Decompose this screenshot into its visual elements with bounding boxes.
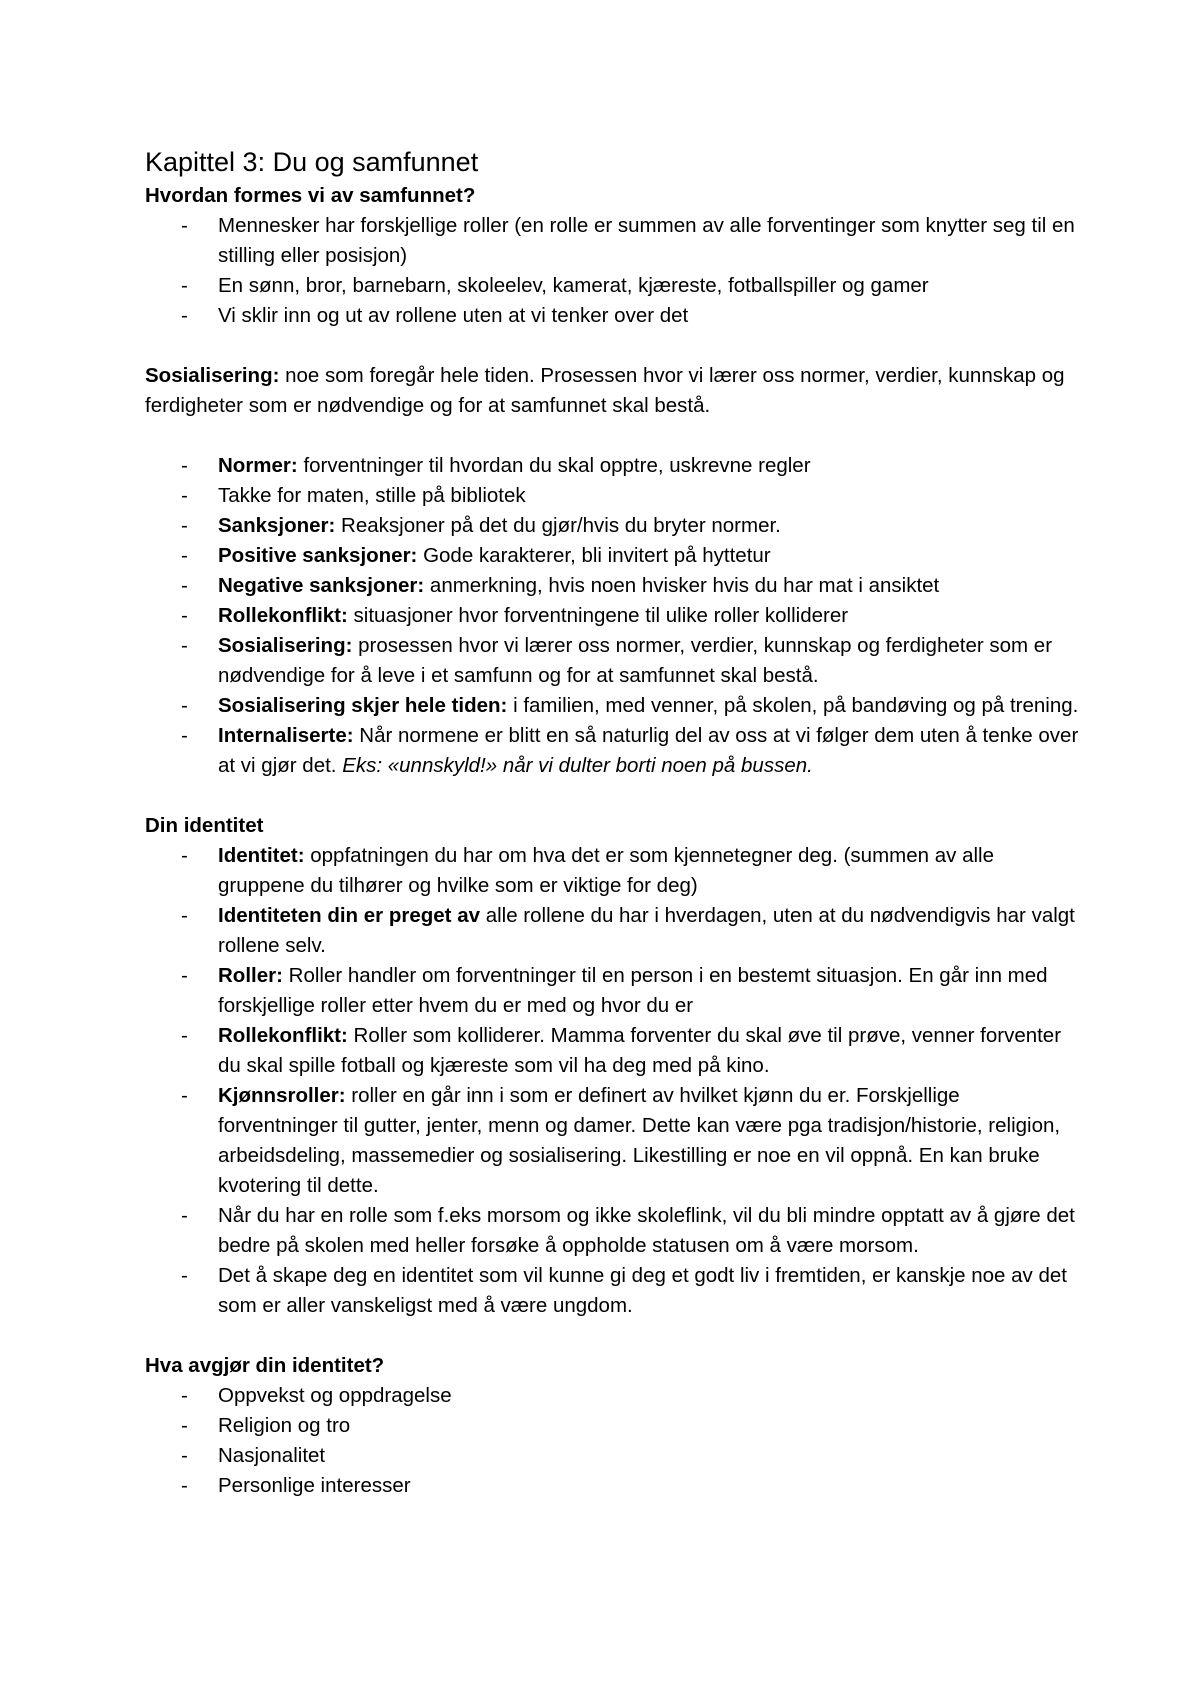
list-item: - Internaliserte: Når normene er blitt en så naturlig del av oss at vi følger dem uten å tenke over at vi gjør det. Eks: «unnskyld!» når vi dulter borti noen på bussen.	[145, 721, 1085, 781]
list-item: - Roller: Roller handler om forventninger til en person i en bestemt situasjon. En går inn med forskjellige roller etter hvem du er med og hvor du er	[145, 961, 1085, 1021]
list-item: - Personlige interesser	[145, 1471, 1085, 1501]
list-item: - Vi sklir inn og ut av rollene uten at vi tenker over det	[145, 301, 1085, 331]
dash-bullet: -	[181, 1384, 188, 1407]
list-item: - Nasjonalitet	[145, 1441, 1085, 1471]
list-sosialisering	[145, 451, 1085, 781]
dash-bullet: -	[181, 1204, 188, 1227]
list-item: - Kjønnsroller: roller en går inn i som er definert av hvilket kjønn du er. Forskjellige forventninger til gutter, jenter, menn og damer. Dette kan være pga tradisjon/historie, religion, arbeidsdeling, massemedier og sosialisering. Likestilling er noe en vil oppnå. En kan bruke kvotering til dette.	[145, 1081, 1085, 1201]
dash-bullet: -	[181, 1264, 188, 1287]
dash-bullet: -	[181, 1084, 188, 1107]
list-item: - En sønn, bror, barnebarn, skoleelev, kamerat, kjæreste, fotballspiller og gamer	[145, 271, 1085, 301]
list-item: - Det å skape deg en identitet som vil kunne gi deg et godt liv i fremtiden, er kanskje noe av det som er aller vanskeligst med å være ungdom.	[145, 1261, 1085, 1321]
dash-bullet: -	[181, 1414, 188, 1437]
sosialisering-paragraph: Sosialisering: noe som foregår hele tiden. Prosessen hvor vi lærer oss normer, verdier, kunnskap og ferdigheter som er nødvendige og for at samfunnet skal bestå.	[145, 364, 1065, 417]
list-item: - Når du har en rolle som f.eks morsom og ikke skoleflink, vil du bli mindre opptatt av å gjøre det bedre på skolen med heller forsøke å oppholde statusen om å være morsom.	[145, 1201, 1085, 1261]
dash-bullet: -	[181, 634, 188, 657]
dash-bullet: -	[181, 1444, 188, 1467]
list-item: - Mennesker har forskjellige roller (en rolle er summen av alle forventinger som knytter seg til en stilling eller posisjon)	[145, 211, 1085, 271]
list-avgjor	[145, 1381, 1085, 1501]
dash-bullet: -	[181, 484, 188, 507]
dash-bullet: -	[181, 724, 188, 747]
list-item: - Takke for maten, stille på bibliotek	[145, 481, 1085, 511]
section-heading-samfunnet: Hvordan formes vi av samfunnet?	[145, 184, 476, 207]
list-identitet	[145, 841, 1085, 1321]
dash-bullet: -	[181, 604, 188, 627]
list-samfunnet	[145, 211, 1085, 331]
list-item: - Normer: forventninger til hvordan du skal opptre, uskrevne regler	[145, 451, 1085, 481]
dash-bullet: -	[181, 214, 188, 237]
section-heading-identitet: Din identitet	[145, 814, 264, 837]
list-item: - Sosialisering skjer hele tiden: i familien, med venner, på skolen, på bandøving og på trening.	[145, 691, 1085, 721]
list-item: - Rollekonflikt: Roller som kolliderer. Mamma forventer du skal øve til prøve, venner forventer du skal spille fotball og kjæreste som vil ha deg med på kino.	[145, 1021, 1085, 1081]
dash-bullet: -	[181, 1024, 188, 1047]
list-item: - Rollekonflikt: situasjoner hvor forventningene til ulike roller kolliderer	[145, 601, 1085, 631]
dash-bullet: -	[181, 844, 188, 867]
list-item: - Positive sanksjoner: Gode karakterer, bli invitert på hyttetur	[145, 541, 1085, 571]
page-title: Kapittel 3: Du og samfunnet	[145, 147, 479, 177]
document-page	[145, 145, 1085, 1501]
dash-bullet: -	[181, 454, 188, 477]
dash-bullet: -	[181, 904, 188, 927]
list-item: - Religion og tro	[145, 1411, 1085, 1441]
list-item: - Sanksjoner: Reaksjoner på det du gjør/hvis du bryter normer.	[145, 511, 1085, 541]
list-item: - Oppvekst og oppdragelse	[145, 1381, 1085, 1411]
list-item: - Identitet: oppfatningen du har om hva det er som kjennetegner deg. (summen av alle gruppene du tilhører og hvilke som er viktige for deg)	[145, 841, 1085, 901]
section-heading-avgjor: Hva avgjør din identitet?	[145, 1354, 385, 1377]
dash-bullet: -	[181, 964, 188, 987]
list-item: - Sosialisering: prosessen hvor vi lærer oss normer, verdier, kunnskap og ferdigheter som er nødvendige for å leve i et samfunn og for at samfunnet skal bestå.	[145, 631, 1085, 691]
dash-bullet: -	[181, 304, 188, 327]
dash-bullet: -	[181, 574, 188, 597]
dash-bullet: -	[181, 514, 188, 537]
dash-bullet: -	[181, 544, 188, 567]
list-item: - Negative sanksjoner: anmerkning, hvis noen hvisker hvis du har mat i ansiktet	[145, 571, 1085, 601]
list-item: - Identiteten din er preget av alle rollene du har i hverdagen, uten at du nødvendigvis har valgt rollene selv.	[145, 901, 1085, 961]
dash-bullet: -	[181, 1474, 188, 1497]
dash-bullet: -	[181, 694, 188, 717]
dash-bullet: -	[181, 274, 188, 297]
